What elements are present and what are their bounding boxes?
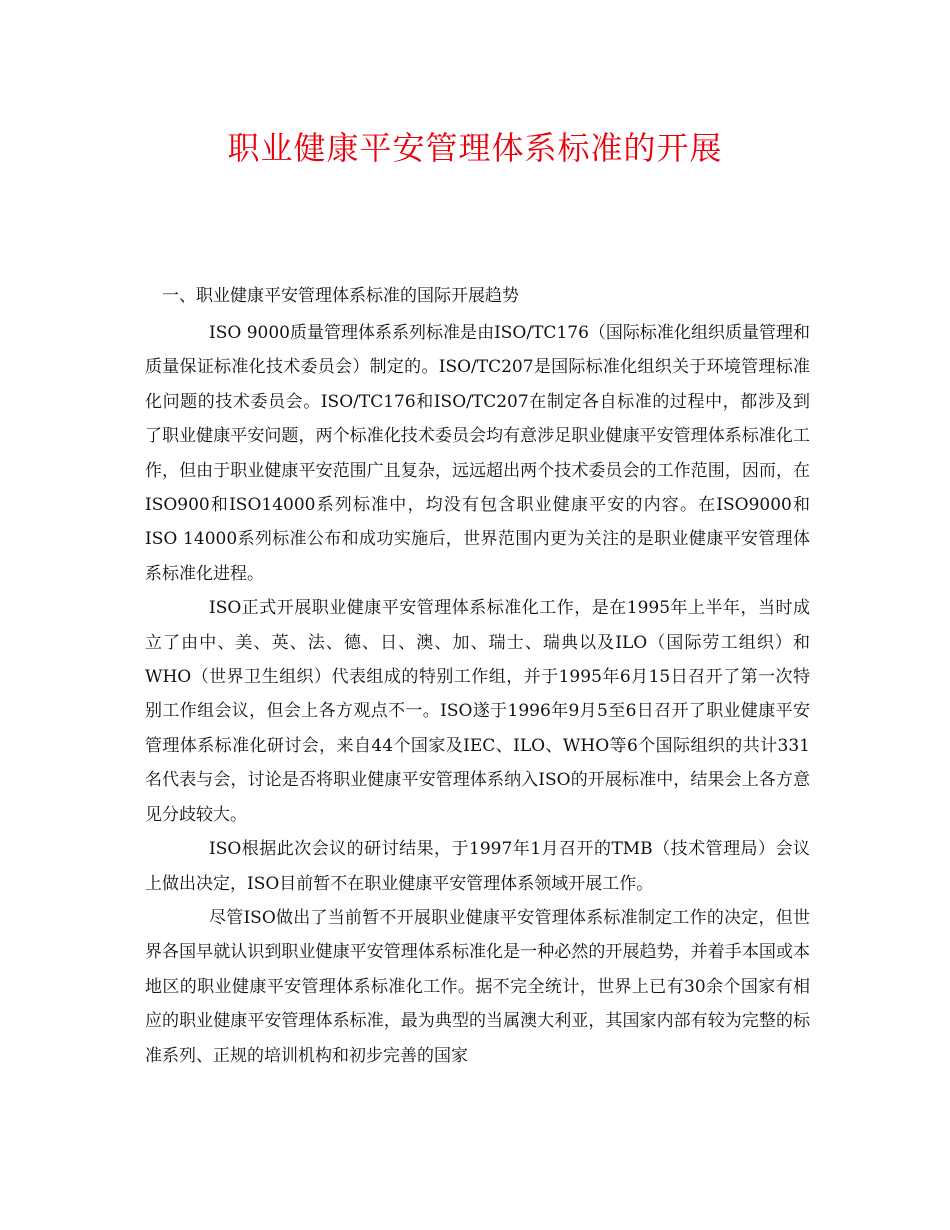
paragraph-2: ISO正式开展职业健康平安管理体系标准化工作，是在1995年上半年，当时成立了由中、美、英、法、德、日、澳、加、瑞士、瑞典以及ILO（国际劳工组织）和WHO（世界卫生组织）代表组成的特别工作组，并于1995年6月15日召开了第一次特别工作组会议，但会上各方观点不一。ISO遂于1996年9月5至6日召开了职业健康平安管理体系标准化研讨会，来自44个国家及IEC、ILO、WHO等6个国际组织的共计331名代表与会，讨论是否将职业健康平安管理体系纳入ISO的开展标准中，结果会上各方意见分歧较大。 — [145, 598, 810, 825]
section-heading: 一、职业健康平安管理体系标准的国际开展趋势 — [162, 286, 519, 306]
document-body — [145, 316, 810, 1073]
paragraph-1: ISO 9000质量管理体系系列标准是由ISO/TC176（国际标准化组织质量管理和质量保证标准化技术委员会）制定的。ISO/TC207是国际标准化组织关于环境管理标准化问题的技术委员会。ISO/TC176和ISO/TC207在制定各自标准的过程中，都涉及到了职业健康平安问题，两个标准化技术委员会均有意涉足职业健康平安管理体系标准化工作，但由于职业健康平安范围广且复杂，远远超出两个技术委员会的工作范围，因而，在ISO900和ISO14000系列标准中，均没有包含职业健康平安的内容。在ISO9000和ISO 14000系列标准公布和成功实施后，世界范围内更为关注的是职业健康平安管理体系标准化进程。 — [145, 323, 810, 584]
document-title: 职业健康平安管理体系标准的开展 — [227, 129, 723, 167]
paragraph-4: 尽管ISO做出了当前暂不开展职业健康平安管理体系标准制定工作的决定，但世界各国早就认识到职业健康平安管理体系标准化是一种必然的开展趋势，并着手本国或本地区的职业健康平安管理体系标准化工作。据不完全统计，世界上已有30余个国家有相应的职业健康平安管理体系标准，最为典型的当属澳大利亚，其国家内部有较为完整的标准系列、正规的培训机构和初步完善的国家 — [145, 907, 810, 1066]
paragraph-3: ISO根据此次会议的研讨结果，于1997年1月召开的TMB（技术管理局）会议上做出决定，ISO目前暂不在职业健康平安管理体系领域开展工作。 — [145, 839, 810, 894]
